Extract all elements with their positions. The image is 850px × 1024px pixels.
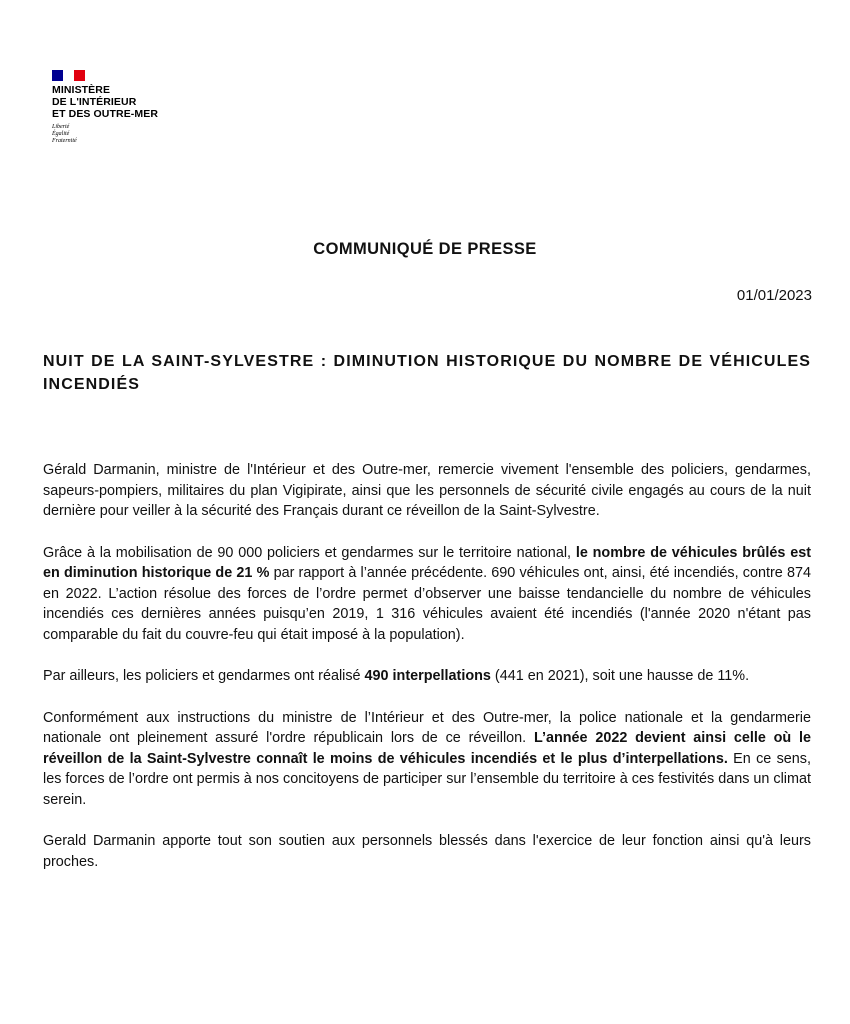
paragraph-text: En ce sens, les forces de l’ordre ont permis à nos concitoyens de participer sur l’ensemble du territoire à ces festivités dans un climat serein. [43,750,811,808]
paragraph-highlight: le nombre de véhicules brûlés est en diminution historique de 21 % [43,544,811,581]
ministry-line: DE L'INTÉRIEUR [52,96,137,108]
paragraph-text: Gerald Darmanin apporte tout son soutien aux personnels blessés dans l'exercice de leur fonction ainsi qu'à leurs proches. [43,833,811,870]
republic-motto [52,124,158,145]
press-body [43,460,811,893]
paragraph-highlight: 490 interpellations [364,668,491,684]
ministry-line: MINISTÈRE [52,84,111,96]
paragraph-highlight: L’année 2022 devient ainsi celle où le réveillon de la Saint-Sylvestre connaît le moins de véhicules incendiés et le plus d’interpellations. [43,730,811,767]
paragraph-3 [43,666,811,687]
paragraph-text: Conformément aux instructions du ministre de l’Intérieur et des Outre-mer, la police nationale et la gendarmerie nationale ont pleinement assuré l'ordre républicain lors de ce réveillon. [43,709,811,746]
document-date: 01/01/2023 [736,287,812,304]
ministry-logo [52,70,158,145]
motto-line: Fraternité [52,138,77,144]
press-headline: NUIT DE LA SAINT-SYLVESTRE : DIMINUTION HISTORIQUE DU NOMBRE DE VÉHICULES INCENDIÉS [43,353,811,393]
motto-line: Égalité [52,131,70,137]
ministry-name [52,84,158,120]
paragraph-text: Grâce à la mobilisation de 90 000 policiers et gendarmes sur le territoire national, [43,544,576,561]
paragraph-text: Gérald Darmanin, ministre de l'Intérieur et des Outre-mer, remercie vivement l'ensemble des policiers, gendarmes, sapeurs-pompiers, militaires du plan Vigipirate, ainsi que les personnels de sécurité civile engagés au cours de la nuit dernière pour veiller à la sécurité des Français durant ce réveillon de la Saint-Sylvestre. [43,462,811,519]
paragraph-1 [43,460,811,522]
paragraph-text: Par ailleurs, les policiers et gendarmes ont réalisé [43,668,365,684]
document-type: COMMUNIQUÉ DE PRESSE [313,240,537,258]
motto-line: Liberté [52,124,70,130]
paragraph-5 [43,831,811,872]
paragraph-text: (441 en 2021), soit une hausse de 11%. [490,668,750,684]
paragraph-4 [43,708,811,811]
paragraph-text: par rapport à l’année précédente. 690 véhicules ont, ainsi, été incendiés, contre 874 en 2022. L’action résolue des forces de l’ordre permet d’observer une baisse tendancielle du nombre de véhicules incendiés ces dernières années puisqu’en 2019, 1 316 véhicules avaient été incendiés (l'année 2020 n'étant pas comparable du fait du couvre-feu qui était imposé à la population). [43,565,811,643]
paragraph-2 [43,543,811,646]
ministry-line: ET DES OUTRE-MER [52,108,159,120]
french-flag-icon [52,70,85,81]
